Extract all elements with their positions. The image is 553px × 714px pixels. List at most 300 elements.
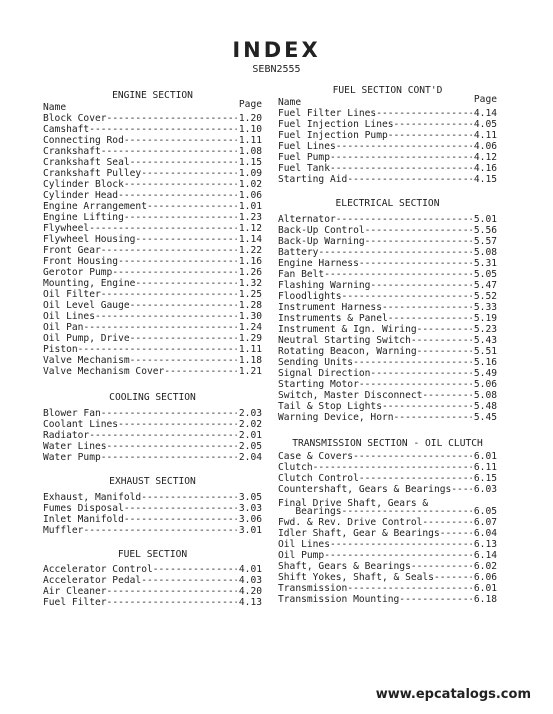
electrical-section-title: ELECTRICAL SECTION bbox=[335, 198, 440, 209]
entry-name: Transmission bbox=[278, 583, 348, 594]
index-entry bbox=[43, 492, 262, 503]
entry-page: 1.32 bbox=[238, 278, 262, 289]
entry-name: Cylinder Head bbox=[43, 190, 119, 201]
entry-page: 6.06 bbox=[473, 572, 497, 583]
fuel-section-list bbox=[43, 564, 262, 608]
footer-url: www.epcatalogs.com bbox=[375, 687, 531, 702]
index-entry bbox=[43, 168, 262, 179]
entry-page: 1.01 bbox=[238, 201, 262, 212]
index-entry bbox=[43, 597, 262, 608]
entry-name: Engine Lifting bbox=[43, 212, 124, 223]
cooling-section-title: COOLING SECTION bbox=[109, 392, 196, 403]
dot-leader bbox=[78, 344, 237, 355]
entry-name: Fuel Lines bbox=[278, 141, 336, 152]
index-entry bbox=[43, 366, 262, 377]
dot-leader bbox=[318, 247, 471, 258]
entry-name: Bearings bbox=[278, 506, 342, 517]
index-entry bbox=[43, 223, 262, 234]
entry-page: 2.03 bbox=[238, 408, 262, 419]
entry-name: Floodlights bbox=[278, 291, 342, 302]
dot-leader bbox=[417, 346, 472, 357]
entry-page: 4.11 bbox=[473, 130, 497, 141]
entry-name: Tail & Stop Lights bbox=[278, 401, 382, 412]
entry-page: 3.06 bbox=[238, 514, 262, 525]
dot-leader bbox=[365, 225, 472, 236]
index-entry bbox=[278, 357, 497, 368]
entry-name: Crankshaft bbox=[43, 146, 101, 157]
entry-page: 5.43 bbox=[473, 335, 497, 346]
dot-leader bbox=[382, 302, 472, 313]
dot-leader bbox=[141, 492, 237, 503]
index-entry bbox=[43, 452, 262, 463]
dot-leader bbox=[353, 451, 472, 462]
entry-page: 1.30 bbox=[238, 311, 262, 322]
entry-name: Fuel Filter Lines bbox=[278, 108, 377, 119]
index-entry bbox=[43, 157, 262, 168]
index-entry bbox=[278, 335, 497, 346]
index-entry bbox=[278, 163, 497, 174]
fuel-contd-section-list bbox=[278, 108, 497, 185]
entry-page: 5.06 bbox=[473, 379, 497, 390]
index-entry bbox=[278, 412, 497, 423]
entry-page: 6.01 bbox=[473, 583, 497, 594]
dot-leader bbox=[107, 597, 237, 608]
index-entry bbox=[43, 575, 262, 586]
name-header: Name bbox=[43, 102, 67, 113]
entry-page: 5.48 bbox=[473, 401, 497, 412]
dot-leader bbox=[451, 484, 472, 495]
dot-leader bbox=[164, 366, 237, 377]
entry-page: 5.49 bbox=[473, 368, 497, 379]
index-entry bbox=[278, 583, 497, 594]
entry-name: Flashing Warning bbox=[278, 280, 371, 291]
index-entry bbox=[278, 517, 497, 528]
index-entry bbox=[43, 234, 262, 245]
left-column-header bbox=[43, 99, 262, 113]
entry-name: Flywheel bbox=[43, 223, 90, 234]
dot-leader bbox=[365, 236, 472, 247]
entry-page: 5.01 bbox=[473, 214, 497, 225]
dot-leader bbox=[130, 300, 237, 311]
entry-page: 2.05 bbox=[238, 441, 262, 452]
dot-leader bbox=[107, 113, 237, 124]
dot-leader bbox=[399, 594, 472, 605]
entry-page: 1.26 bbox=[238, 267, 262, 278]
entry-name: Water Pump bbox=[43, 452, 101, 463]
dot-leader bbox=[101, 408, 237, 419]
dot-leader bbox=[359, 379, 472, 390]
dot-leader bbox=[107, 441, 237, 452]
entry-page: 6.05 bbox=[473, 506, 497, 517]
entry-page: 1.14 bbox=[238, 234, 262, 245]
entry-page: 6.13 bbox=[473, 539, 497, 550]
entry-name: Fuel Pump bbox=[278, 152, 330, 163]
entry-name: Fumes Disposal bbox=[43, 503, 124, 514]
entry-page: 5.05 bbox=[473, 269, 497, 280]
entry-page: 1.25 bbox=[238, 289, 262, 300]
entry-name: Air Cleaner bbox=[43, 586, 107, 597]
index-entry bbox=[278, 462, 497, 473]
entry-page: 1.21 bbox=[238, 366, 262, 377]
index-entry bbox=[43, 245, 262, 256]
fuel-contd-section-title: FUEL SECTION CONT'D bbox=[332, 85, 443, 96]
dot-leader bbox=[347, 174, 472, 185]
dot-leader bbox=[124, 135, 237, 146]
dot-leader bbox=[101, 452, 237, 463]
entry-page: 3.03 bbox=[238, 503, 262, 514]
index-entry bbox=[43, 514, 262, 525]
index-entry bbox=[43, 322, 262, 333]
right-column-header bbox=[278, 94, 497, 108]
index-entry bbox=[43, 124, 262, 135]
dot-leader bbox=[411, 335, 472, 346]
entry-name: Rotating Beacon, Warning bbox=[278, 346, 417, 357]
index-entry bbox=[278, 291, 497, 302]
entry-page: 4.06 bbox=[473, 141, 497, 152]
dot-leader bbox=[394, 412, 472, 423]
entry-page: 5.08 bbox=[473, 247, 497, 258]
index-entry bbox=[43, 355, 262, 366]
index-entry bbox=[278, 214, 497, 225]
dot-leader bbox=[135, 278, 236, 289]
index-entry bbox=[278, 258, 497, 269]
entry-page: 6.07 bbox=[473, 517, 497, 528]
dot-leader bbox=[118, 190, 237, 201]
index-entry bbox=[43, 289, 262, 300]
index-entry bbox=[278, 528, 497, 539]
index-entry bbox=[278, 346, 497, 357]
index-entry bbox=[278, 451, 497, 462]
dot-leader bbox=[330, 163, 472, 174]
entry-name: Back-Up Warning bbox=[278, 236, 365, 247]
dot-leader bbox=[118, 256, 237, 267]
dot-leader bbox=[118, 419, 237, 430]
index-entry bbox=[43, 408, 262, 419]
entry-page: 4.05 bbox=[473, 119, 497, 130]
dot-leader bbox=[370, 280, 471, 291]
index-entry bbox=[278, 473, 497, 484]
entry-name: Alternator bbox=[278, 214, 336, 225]
entry-name: Countershaft, Gears & Bearings bbox=[278, 484, 452, 495]
dot-leader bbox=[141, 168, 237, 179]
entry-page: 5.45 bbox=[473, 412, 497, 423]
dot-leader bbox=[388, 313, 472, 324]
entry-page: 5.57 bbox=[473, 236, 497, 247]
dot-leader bbox=[359, 258, 472, 269]
dot-leader bbox=[342, 291, 472, 302]
dot-leader bbox=[347, 583, 472, 594]
entry-page: 6.02 bbox=[473, 561, 497, 572]
entry-page: 4.03 bbox=[238, 575, 262, 586]
entry-name: Cylinder Block bbox=[43, 179, 124, 190]
dot-leader bbox=[89, 124, 237, 135]
dot-leader bbox=[336, 141, 472, 152]
entry-name: Case & Covers bbox=[278, 451, 354, 462]
index-entry bbox=[278, 174, 497, 185]
entry-page: 4.14 bbox=[473, 108, 497, 119]
entry-name: Clutch bbox=[278, 462, 313, 473]
dot-leader bbox=[417, 324, 472, 335]
entry-page: 1.06 bbox=[238, 190, 262, 201]
dot-leader bbox=[330, 539, 472, 550]
dot-leader bbox=[313, 462, 472, 473]
index-entry bbox=[278, 368, 497, 379]
name-header: Name bbox=[278, 97, 302, 108]
entry-page: 5.52 bbox=[473, 291, 497, 302]
entry-page: 1.08 bbox=[238, 146, 262, 157]
dot-leader bbox=[107, 586, 237, 597]
dot-leader bbox=[112, 267, 237, 278]
entry-name: Engine Arrangement bbox=[43, 201, 147, 212]
index-entry bbox=[278, 484, 497, 495]
index-entry bbox=[43, 419, 262, 430]
entry-name: Neutral Starting Switch bbox=[278, 335, 411, 346]
index-entry bbox=[278, 506, 497, 517]
index-entry bbox=[43, 300, 262, 311]
entry-name: Oil Pump, Drive bbox=[43, 333, 130, 344]
entry-page: 4.13 bbox=[238, 597, 262, 608]
engine-section-title: ENGINE SECTION bbox=[112, 90, 193, 101]
entry-page: 6.18 bbox=[473, 594, 497, 605]
dot-leader bbox=[83, 525, 236, 536]
dot-leader bbox=[382, 401, 472, 412]
dot-leader bbox=[101, 245, 237, 256]
entry-name: Transmission Mounting bbox=[278, 594, 400, 605]
entry-name: Front Housing bbox=[43, 256, 119, 267]
entry-name: Oil Pump bbox=[278, 550, 325, 561]
dot-leader bbox=[130, 157, 237, 168]
entry-page: 1.22 bbox=[238, 245, 262, 256]
index-entry bbox=[43, 564, 262, 575]
entry-page: 1.09 bbox=[238, 168, 262, 179]
entry-name: Inlet Manifold bbox=[43, 514, 124, 525]
index-entry bbox=[278, 247, 497, 258]
entry-name: Switch, Master Disconnect bbox=[278, 390, 423, 401]
dot-leader bbox=[89, 223, 237, 234]
entry-page: 1.18 bbox=[238, 355, 262, 366]
entry-name: Flywheel Housing bbox=[43, 234, 136, 245]
entry-page: 6.01 bbox=[473, 451, 497, 462]
entry-name: Oil Filter bbox=[43, 289, 101, 300]
entry-name: Starting Aid bbox=[278, 174, 348, 185]
entry-page: 5.16 bbox=[473, 357, 497, 368]
index-entry bbox=[43, 179, 262, 190]
entry-page: 6.03 bbox=[473, 484, 497, 495]
entry-name: Oil Level Gauge bbox=[43, 300, 130, 311]
dot-leader bbox=[95, 311, 237, 322]
dot-leader bbox=[135, 234, 236, 245]
index-entry bbox=[278, 108, 497, 119]
index-entry bbox=[43, 430, 262, 441]
index-entry bbox=[43, 441, 262, 452]
entry-name: Crankshaft Seal bbox=[43, 157, 130, 168]
entry-page: 5.23 bbox=[473, 324, 497, 335]
index-entry bbox=[278, 141, 497, 152]
index-entry bbox=[278, 550, 497, 561]
entry-page: 5.31 bbox=[473, 258, 497, 269]
entry-name: Radiator bbox=[43, 430, 90, 441]
entry-page: 6.04 bbox=[473, 528, 497, 539]
dot-leader bbox=[376, 108, 472, 119]
fuel-section-title: FUEL SECTION bbox=[117, 549, 188, 560]
cooling-section-list bbox=[43, 408, 262, 463]
index-entry bbox=[278, 302, 497, 313]
dot-leader bbox=[422, 390, 471, 401]
entry-name: Warning Device, Horn bbox=[278, 412, 394, 423]
entry-name: Signal Direction bbox=[278, 368, 371, 379]
entry-page: 2.01 bbox=[238, 430, 262, 441]
index-entry bbox=[278, 379, 497, 390]
entry-page: 1.20 bbox=[238, 113, 262, 124]
entry-name: Engine Harness bbox=[278, 258, 359, 269]
dot-leader bbox=[124, 503, 237, 514]
dot-leader bbox=[324, 269, 472, 280]
entry-page: 1.11 bbox=[238, 344, 262, 355]
page-title: INDEX bbox=[232, 38, 321, 62]
dot-leader bbox=[330, 152, 472, 163]
entry-name: Fuel Injection Pump bbox=[278, 130, 388, 141]
entry-page: 5.33 bbox=[473, 302, 497, 313]
transmission-section-title: TRANSMISSION SECTION - OIL CLUTCH bbox=[292, 438, 483, 449]
index-entry bbox=[43, 503, 262, 514]
dot-leader bbox=[83, 322, 236, 333]
dot-leader bbox=[89, 430, 237, 441]
entry-name: Piston bbox=[43, 344, 78, 355]
dot-leader bbox=[101, 146, 237, 157]
dot-leader bbox=[130, 355, 237, 366]
index-entry bbox=[278, 594, 497, 605]
entry-page: 3.01 bbox=[238, 525, 262, 536]
entry-name: Shaft, Gears & Bearings bbox=[278, 561, 411, 572]
entry-page: 5.51 bbox=[473, 346, 497, 357]
index-entry bbox=[43, 146, 262, 157]
index-entry bbox=[43, 333, 262, 344]
entry-page: 4.20 bbox=[238, 586, 262, 597]
dot-leader bbox=[428, 495, 495, 506]
left-column bbox=[43, 89, 262, 608]
entry-page: 4.12 bbox=[473, 152, 497, 163]
index-entry bbox=[278, 280, 497, 291]
dot-leader bbox=[324, 550, 472, 561]
index-entry bbox=[43, 344, 262, 355]
entry-name: Muffler bbox=[43, 525, 84, 536]
index-entry bbox=[278, 390, 497, 401]
dot-leader bbox=[147, 201, 237, 212]
entry-name: Block Cover bbox=[43, 113, 107, 124]
index-entry bbox=[43, 113, 262, 124]
index-entry bbox=[278, 130, 497, 141]
dot-leader bbox=[388, 130, 472, 141]
dot-leader bbox=[422, 517, 471, 528]
index-entry bbox=[43, 190, 262, 201]
entry-page: 2.04 bbox=[238, 452, 262, 463]
dot-leader bbox=[342, 506, 472, 517]
dot-leader bbox=[394, 119, 472, 130]
transmission-section-list bbox=[278, 451, 497, 605]
index-entry bbox=[43, 586, 262, 597]
entry-name: Clutch Control bbox=[278, 473, 359, 484]
entry-name: Connecting Rod bbox=[43, 135, 124, 146]
entry-name: Instrument & Ign. Wiring bbox=[278, 324, 417, 335]
entry-page: 1.23 bbox=[238, 212, 262, 223]
dot-leader bbox=[153, 564, 237, 575]
entry-page: 6.15 bbox=[473, 473, 497, 484]
dot-leader bbox=[434, 572, 472, 583]
entry-page: 1.11 bbox=[238, 135, 262, 146]
entry-page: 1.15 bbox=[238, 157, 262, 168]
dot-leader bbox=[411, 561, 472, 572]
index-entry bbox=[278, 401, 497, 412]
index-entry bbox=[278, 313, 497, 324]
entry-page: 5.47 bbox=[473, 280, 497, 291]
entry-name: Back-Up Control bbox=[278, 225, 365, 236]
index-entry bbox=[278, 539, 497, 550]
index-entry bbox=[43, 256, 262, 267]
entry-name: Fuel Tank bbox=[278, 163, 330, 174]
entry-page: 3.05 bbox=[238, 492, 262, 503]
index-entry bbox=[278, 225, 497, 236]
dot-leader bbox=[353, 357, 472, 368]
index-entry bbox=[278, 152, 497, 163]
index-entry bbox=[278, 119, 497, 130]
entry-name: Oil Lines bbox=[278, 539, 330, 550]
page-header: Page bbox=[473, 94, 497, 105]
electrical-section-list bbox=[278, 214, 497, 423]
index-entry bbox=[43, 267, 262, 278]
entry-page: 5.08 bbox=[473, 390, 497, 401]
engine-section-list bbox=[43, 113, 262, 377]
entry-name: Blower Fan bbox=[43, 408, 101, 419]
dot-leader bbox=[124, 514, 237, 525]
entry-name: Idler Shaft, Gear & Bearings bbox=[278, 528, 440, 539]
index-entry bbox=[278, 561, 497, 572]
entry-name: Final Drive Shaft, Gears & bbox=[278, 498, 429, 509]
entry-name: Coolant Lines bbox=[43, 419, 119, 430]
entry-name: Mounting, Engine bbox=[43, 278, 136, 289]
entry-name: Front Gear bbox=[43, 245, 101, 256]
entry-page: 1.29 bbox=[238, 333, 262, 344]
entry-page: 1.24 bbox=[238, 322, 262, 333]
entry-name: Valve Mechanism bbox=[43, 355, 130, 366]
entry-name: Battery bbox=[278, 247, 319, 258]
entry-page: 1.02 bbox=[238, 179, 262, 190]
entry-name: Camshaft bbox=[43, 124, 90, 135]
exhaust-section-list bbox=[43, 492, 262, 536]
entry-page: 4.15 bbox=[473, 174, 497, 185]
entry-page: 6.11 bbox=[473, 462, 497, 473]
index-entry bbox=[43, 525, 262, 536]
index-entry bbox=[43, 201, 262, 212]
index-entry bbox=[43, 311, 262, 322]
dot-leader bbox=[130, 333, 237, 344]
entry-page: 2.02 bbox=[238, 419, 262, 430]
entry-page: 6.14 bbox=[473, 550, 497, 561]
document-code: SEBN2555 bbox=[252, 64, 301, 75]
dot-leader bbox=[336, 214, 472, 225]
entry-name: Water Lines bbox=[43, 441, 107, 452]
dot-leader bbox=[124, 212, 237, 223]
entry-name: Fuel Filter bbox=[43, 597, 107, 608]
dot-leader bbox=[440, 528, 472, 539]
entry-page: 1.12 bbox=[238, 223, 262, 234]
entry-page: 5.19 bbox=[473, 313, 497, 324]
entry-name: Sending Units bbox=[278, 357, 354, 368]
index-entry bbox=[278, 269, 497, 280]
entry-name: Accelerator Pedal bbox=[43, 575, 142, 586]
exhaust-section-title: EXHAUST SECTION bbox=[109, 476, 196, 487]
entry-name: Fuel Injection Lines bbox=[278, 119, 394, 130]
dot-leader bbox=[101, 289, 237, 300]
